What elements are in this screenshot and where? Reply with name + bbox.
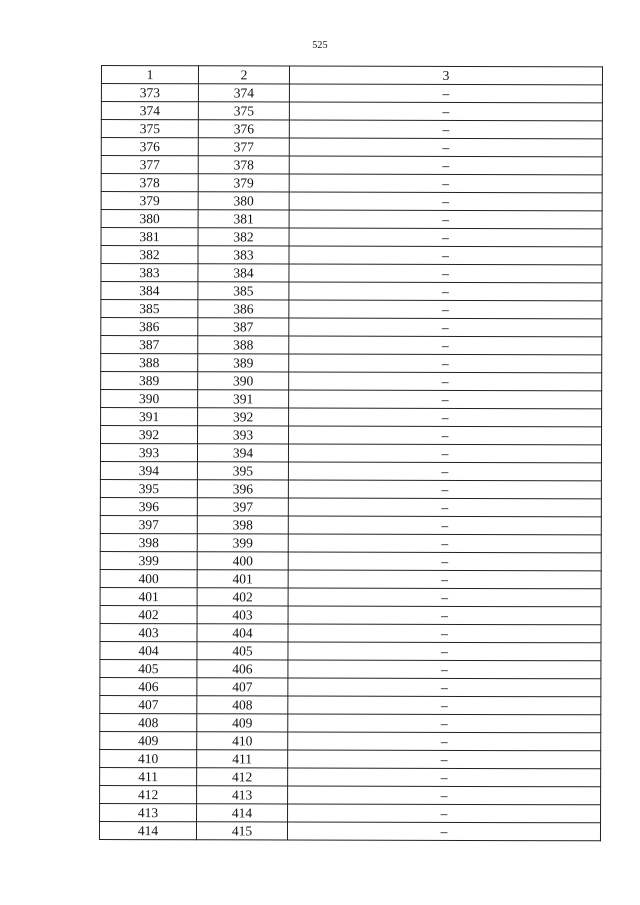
table-cell-col-1: 391: [101, 408, 198, 426]
table-cell-col-2: 382: [198, 228, 289, 246]
table-cell-col-3: –: [289, 318, 602, 337]
table-cell-col-2: 404: [197, 624, 288, 642]
table-row: [100, 767, 601, 786]
table-cell-col-3: –: [287, 822, 600, 841]
table-cell-col-3: –: [289, 120, 602, 139]
table-row: [100, 749, 601, 768]
table-cell-col-1: 410: [100, 749, 197, 767]
table-cell-col-3: –: [289, 408, 602, 427]
table-row: [101, 138, 602, 157]
table-row: [99, 821, 600, 840]
table-row: [101, 372, 602, 391]
table-row: [100, 461, 601, 480]
table-cell-col-3: –: [288, 768, 601, 787]
table-row: [100, 731, 601, 750]
table-cell-col-2: 412: [197, 768, 288, 786]
table-cell-col-2: 385: [198, 282, 289, 300]
data-table: [99, 65, 603, 841]
table-cell-col-2: 403: [197, 606, 288, 624]
table-cell-col-1: 404: [100, 641, 197, 659]
table-cell-col-2: 407: [197, 678, 288, 696]
table-cell-col-3: –: [289, 390, 602, 409]
table-row: [101, 354, 602, 373]
table-cell-col-3: –: [289, 138, 602, 157]
table-cell-col-2: 395: [197, 462, 288, 480]
table-cell-col-1: 394: [100, 461, 197, 479]
table-cell-col-3: –: [289, 174, 602, 193]
table-cell-col-2: 394: [197, 444, 288, 462]
table-cell-col-1: 389: [101, 372, 198, 390]
table-cell-col-1: 392: [101, 426, 198, 444]
table-cell-col-2: 410: [197, 732, 288, 750]
table-row: [100, 587, 601, 606]
table-cell-col-3: –: [289, 84, 602, 103]
table-row: [101, 192, 602, 211]
table-cell-col-1: 403: [100, 623, 197, 641]
table-cell-col-3: –: [289, 264, 602, 283]
table-cell-col-2: 396: [197, 480, 288, 498]
table-cell-col-3: –: [288, 732, 601, 751]
table-cell-col-2: 402: [197, 588, 288, 606]
table-row: [101, 120, 602, 139]
page-number: 525: [312, 40, 328, 51]
table-row: [101, 336, 602, 355]
table-cell-col-2: 390: [198, 372, 289, 390]
table-cell-col-3: –: [288, 660, 601, 679]
table-row: [101, 228, 602, 247]
table-row: [100, 444, 601, 463]
header-col-1: 1: [101, 66, 198, 84]
header-row: [101, 66, 602, 85]
table-row: [101, 156, 602, 175]
table-cell-col-2: 405: [197, 642, 288, 660]
table-cell-col-3: –: [289, 210, 602, 229]
table-cell-col-2: 389: [198, 354, 289, 372]
table-cell-col-1: 390: [101, 390, 198, 408]
table-row: [100, 659, 601, 678]
table-cell-col-1: 407: [100, 695, 197, 713]
table-cell-col-3: –: [288, 786, 601, 805]
table-cell-col-1: 375: [101, 120, 198, 138]
table-cell-col-1: 402: [100, 605, 197, 623]
table-cell-col-2: 413: [197, 786, 288, 804]
table-cell-col-3: –: [289, 282, 602, 301]
table-cell-col-2: 378: [198, 156, 289, 174]
table-cell-col-1: 377: [101, 156, 198, 174]
table-cell-col-1: 399: [100, 551, 197, 569]
table-cell-col-3: –: [288, 642, 601, 661]
table-cell-col-3: –: [288, 444, 601, 463]
table-row: [100, 497, 601, 516]
table-cell-col-3: –: [289, 192, 602, 211]
table-cell-col-3: –: [289, 372, 602, 391]
table-cell-col-2: 384: [198, 264, 289, 282]
table-cell-col-3: –: [289, 336, 602, 355]
table-cell-col-2: 401: [197, 570, 288, 588]
table-cell-col-2: 387: [198, 318, 289, 336]
table-row: [100, 803, 601, 822]
table-cell-col-2: 414: [197, 804, 288, 822]
table-cell-col-3: –: [288, 516, 601, 535]
table-cell-col-1: 373: [101, 84, 198, 102]
table-cell-col-1: 396: [100, 497, 197, 515]
table-cell-col-1: 397: [100, 515, 197, 533]
table-cell-col-2: 406: [197, 660, 288, 678]
table-cell-col-2: 392: [198, 408, 289, 426]
table-cell-col-3: –: [289, 156, 602, 175]
table-cell-col-3: –: [288, 678, 601, 697]
table-cell-col-3: –: [288, 498, 601, 517]
table-cell-col-1: 400: [100, 569, 197, 587]
table-cell-col-2: 391: [198, 390, 289, 408]
table-cell-col-1: 413: [100, 803, 197, 821]
table-cell-col-3: –: [288, 750, 601, 769]
table-row: [100, 515, 601, 534]
table-cell-col-3: –: [288, 696, 601, 715]
table-cell-col-1: 393: [100, 444, 197, 462]
table-row: [100, 623, 601, 642]
table-cell-col-1: 414: [99, 821, 196, 839]
table-cell-col-2: 411: [197, 750, 288, 768]
table-row: [100, 605, 601, 624]
table-cell-col-1: 395: [100, 479, 197, 497]
table-cell-col-1: 398: [100, 533, 197, 551]
table-cell-col-3: –: [288, 534, 601, 553]
table-cell-col-3: –: [289, 102, 602, 121]
table-row: [101, 282, 602, 301]
table-cell-col-1: 408: [100, 713, 197, 731]
table-cell-col-3: –: [288, 804, 601, 823]
table-row: [101, 246, 602, 265]
table-cell-col-2: 397: [197, 498, 288, 516]
table-cell-col-1: 388: [101, 354, 198, 372]
table-cell-col-2: 399: [197, 534, 288, 552]
table-row: [101, 210, 602, 229]
table-cell-col-2: 375: [198, 102, 289, 120]
table-cell-col-1: 409: [100, 731, 197, 749]
table-row: [101, 300, 602, 319]
table-cell-col-3: –: [288, 624, 601, 643]
table-cell-col-2: 380: [198, 192, 289, 210]
table-cell-col-2: 376: [198, 120, 289, 138]
table-row: [100, 785, 601, 804]
table-cell-col-1: 406: [100, 677, 197, 695]
table-body: [99, 84, 602, 841]
table-row: [100, 713, 601, 732]
table-cell-col-3: –: [288, 588, 601, 607]
table-cell-col-1: 384: [101, 282, 198, 300]
table-cell-col-3: –: [289, 426, 602, 445]
table-row: [101, 426, 602, 445]
table-header: [101, 66, 602, 85]
table-cell-col-3: –: [288, 552, 601, 571]
table-cell-col-1: 381: [101, 228, 198, 246]
table-row: [101, 174, 602, 193]
table-cell-col-3: –: [289, 228, 602, 247]
table-cell-col-1: 412: [100, 785, 197, 803]
table-cell-col-2: 381: [198, 210, 289, 228]
table-row: [101, 390, 602, 409]
table-row: [100, 569, 601, 588]
table-row: [100, 641, 601, 660]
table-row: [100, 695, 601, 714]
table-row: [100, 479, 601, 498]
header-col-2: 2: [198, 66, 289, 84]
table-row: [100, 677, 601, 696]
table-cell-col-3: –: [289, 354, 602, 373]
table-cell-col-1: 387: [101, 336, 198, 354]
table-cell-col-2: 398: [197, 516, 288, 534]
table-cell-col-3: –: [289, 246, 602, 265]
table-cell-col-2: 388: [198, 336, 289, 354]
table-row: [101, 264, 602, 283]
table-cell-col-1: 378: [101, 174, 198, 192]
table-cell-col-3: –: [288, 714, 601, 733]
table-row: [101, 84, 602, 103]
table-cell-col-1: 376: [101, 138, 198, 156]
table-cell-col-2: 408: [197, 696, 288, 714]
table-cell-col-1: 383: [101, 264, 198, 282]
table-row: [101, 102, 602, 121]
table-cell-col-2: 383: [198, 246, 289, 264]
table-cell-col-1: 380: [101, 210, 198, 228]
table-cell-col-1: 411: [100, 767, 197, 785]
table-cell-col-3: –: [289, 300, 602, 319]
table-cell-col-2: 415: [196, 822, 287, 840]
table-cell-col-1: 385: [101, 300, 198, 318]
table-row: [100, 533, 601, 552]
table-cell-col-3: –: [288, 606, 601, 625]
table-cell-col-1: 382: [101, 246, 198, 264]
table-cell-col-1: 374: [101, 102, 198, 120]
table-cell-col-1: 386: [101, 318, 198, 336]
table-cell-col-3: –: [288, 480, 601, 499]
table-cell-col-3: –: [288, 462, 601, 481]
table-cell-col-2: 393: [198, 426, 289, 444]
table-row: [101, 318, 602, 337]
table-cell-col-1: 401: [100, 587, 197, 605]
table-cell-col-1: 405: [100, 659, 197, 677]
table-cell-col-3: –: [288, 570, 601, 589]
table-cell-col-2: 379: [198, 174, 289, 192]
table-cell-col-2: 409: [197, 714, 288, 732]
header-col-3: 3: [289, 66, 602, 85]
table-cell-col-2: 400: [197, 552, 288, 570]
table-cell-col-1: 379: [101, 192, 198, 210]
table-cell-col-2: 374: [198, 84, 289, 102]
table-row: [100, 551, 601, 570]
table-row: [101, 408, 602, 427]
table-cell-col-2: 377: [198, 138, 289, 156]
table-cell-col-2: 386: [198, 300, 289, 318]
